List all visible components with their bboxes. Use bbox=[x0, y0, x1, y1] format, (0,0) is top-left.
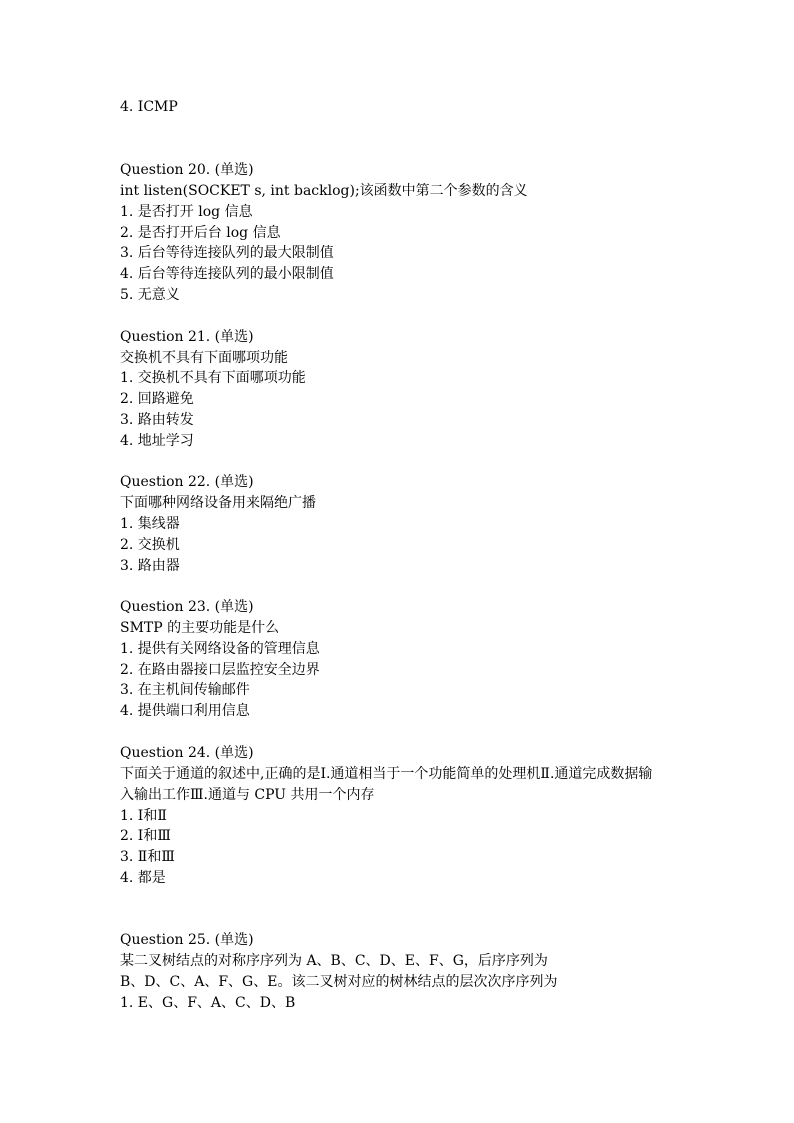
q25-option-1: 1. E、G、F、A、C、D、B bbox=[120, 995, 296, 1011]
q23-option-4: 4. 提供端口利用信息 bbox=[120, 703, 250, 719]
q19-option-4: 4. ICMP bbox=[120, 99, 178, 115]
q25-header: Question 25. (单选) bbox=[120, 932, 254, 948]
q20-header: Question 20. (单选) bbox=[120, 162, 254, 178]
q24-stem-line-2: 入输出工作Ⅲ.通道与 CPU 共用一个内存 bbox=[120, 787, 375, 803]
q24-option-2: 2. Ⅰ和Ⅲ bbox=[120, 828, 171, 844]
q22-option-2: 2. 交换机 bbox=[120, 537, 180, 553]
q21-option-2: 2. 回路避免 bbox=[120, 391, 194, 407]
q20-option-4: 4. 后台等待连接队列的最小限制值 bbox=[120, 266, 334, 282]
q24-option-3: 3. Ⅱ和Ⅲ bbox=[120, 849, 175, 865]
q21-option-3: 3. 路由转发 bbox=[120, 412, 194, 428]
q20-option-5: 5. 无意义 bbox=[120, 287, 180, 303]
q21-option-1: 1. 交换机不具有下面哪项功能 bbox=[120, 370, 306, 386]
q20-option-3: 3. 后台等待连接队列的最大限制值 bbox=[120, 245, 334, 261]
q23-option-2: 2. 在路由器接口层监控安全边界 bbox=[120, 662, 320, 678]
q23-stem: SMTP 的主要功能是什么 bbox=[120, 620, 280, 636]
q22-header: Question 22. (单选) bbox=[120, 474, 254, 490]
q24-option-4: 4. 都是 bbox=[120, 870, 166, 886]
q20-option-2: 2. 是否打开后台 log 信息 bbox=[120, 225, 281, 241]
q23-option-3: 3. 在主机间传输邮件 bbox=[120, 682, 250, 698]
q24-option-1: 1. Ⅰ和Ⅱ bbox=[120, 808, 167, 824]
q25-stem-line-1: 某二叉树结点的对称序序列为 A、B、C、D、E、F、G，后序序列为 bbox=[120, 953, 548, 969]
q20-option-1: 1. 是否打开 log 信息 bbox=[120, 204, 253, 220]
q21-stem: 交换机不具有下面哪项功能 bbox=[120, 350, 288, 366]
q21-header: Question 21. (单选) bbox=[120, 329, 254, 345]
q22-option-3: 3. 路由器 bbox=[120, 558, 180, 574]
q23-header: Question 23. (单选) bbox=[120, 599, 254, 615]
q23-option-1: 1. 提供有关网络设备的管理信息 bbox=[120, 641, 320, 657]
q24-header: Question 24. (单选) bbox=[120, 745, 254, 761]
q20-stem: int listen(SOCKET s, int backlog);该函数中第二个参数的含义 bbox=[120, 183, 528, 199]
q22-stem: 下面哪种网络设备用来隔绝广播 bbox=[120, 495, 316, 511]
q22-option-1: 1. 集线器 bbox=[120, 516, 180, 532]
q24-stem-line-1: 下面关于通道的叙述中,正确的是Ⅰ.通道相当于一个功能简单的处理机Ⅱ.通道完成数据输 bbox=[120, 766, 653, 782]
q25-stem-line-2: B、D、C、A、F、G、E。该二叉树对应的树林结点的层次次序序列为 bbox=[120, 974, 558, 990]
q21-option-4: 4. 地址学习 bbox=[120, 433, 194, 449]
